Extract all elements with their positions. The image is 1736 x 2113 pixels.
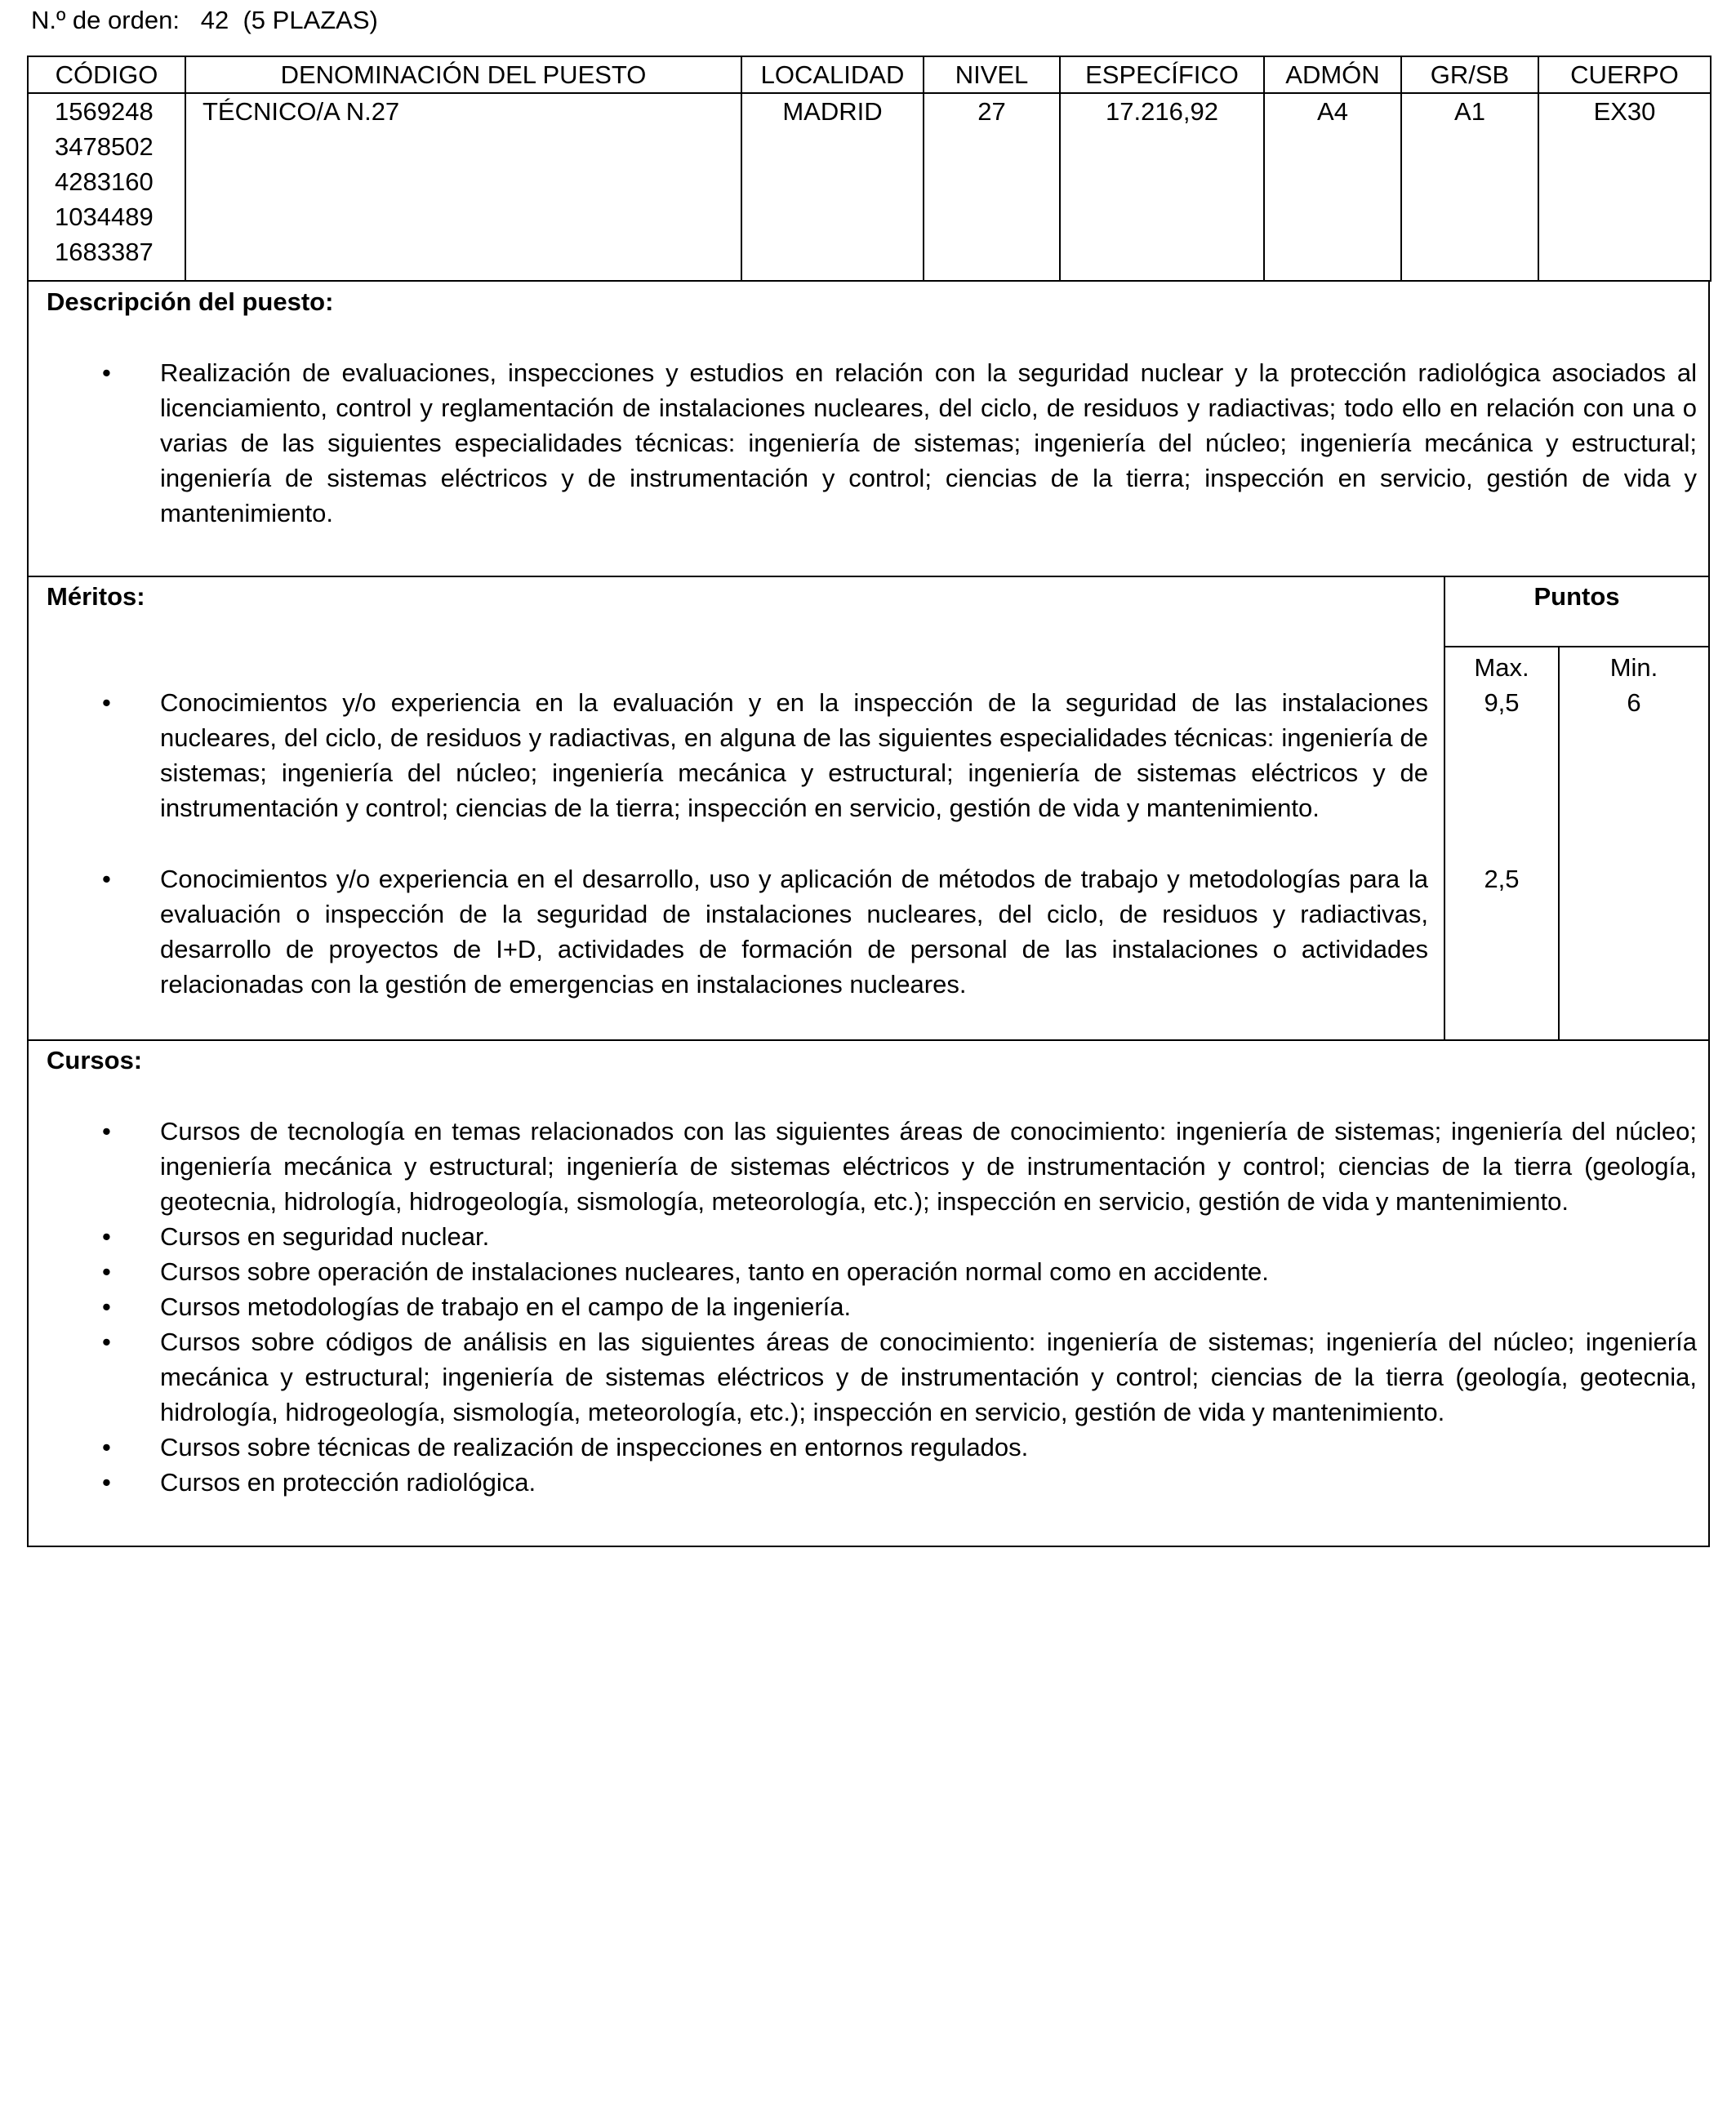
cell-grsb: A1 — [1401, 93, 1538, 281]
cell-codigos: 1569248 3478502 4283160 1034489 1683387 — [28, 93, 185, 281]
header-codigo: CÓDIGO — [28, 56, 185, 93]
description-title: Descripción del puesto: — [47, 287, 334, 316]
list-item — [29, 1289, 1697, 1324]
bullet-icon: • — [102, 1328, 111, 1356]
bullet-icon: • — [102, 865, 111, 893]
courses-title: Cursos: — [47, 1046, 143, 1074]
header-nivel: NIVEL — [924, 56, 1060, 93]
header-denominacion: DENOMINACIÓN DEL PUESTO — [185, 56, 741, 93]
order-number: N.º de orden: 42 (5 PLAZAS) — [31, 6, 378, 34]
merits-section — [27, 576, 1710, 1041]
description-text: Realización de evaluaciones, inspecciones y estudios en relación con la seguridad nuclear y la protección radiológica asociados al licenciamiento, control y reglamentación de instalaciones nucleares, del ciclo, de residuos y radiactivas; todo ello en relación con una o varias de las siguientes especialidades técnicas: ingeniería de sistemas; ingeniería del núcleo; ingeniería mecánica y estructural; ingeniería de sistemas eléctricos y de instrumentación y control; ciencias de la tierra; inspección en servicio, gestión de vida y mantenimiento. — [160, 358, 1697, 527]
cell-cuerpo: EX30 — [1538, 93, 1711, 281]
list-item — [29, 1430, 1697, 1465]
bullet-icon: • — [102, 1222, 111, 1251]
description-list — [29, 355, 1697, 531]
course-text: Cursos sobre técnicas de realización de inspecciones en entornos regulados. — [160, 1433, 1029, 1461]
courses-section — [27, 1039, 1710, 1547]
course-text: Cursos en protección radiológica. — [160, 1468, 536, 1497]
list-item — [29, 1324, 1697, 1430]
bullet-icon: • — [102, 1257, 111, 1286]
courses-list — [29, 1114, 1697, 1500]
cell-nivel: 27 — [924, 93, 1060, 281]
header-cuerpo: CUERPO — [1538, 56, 1711, 93]
course-text: Cursos sobre códigos de análisis en las siguientes áreas de conocimiento: ingeniería de sistemas; ingeniería del núcleo; ingeniería mecánica y estructural; ingeniería de sistemas eléctricos y de instrumentación y control; ciencias de la tierra (geología, geotecnia, hidrología, hidrogeología, sismología, meteorología, etc.); inspección en servicio, gestión de vida y mantenimiento. — [160, 1328, 1697, 1426]
bullet-icon: • — [102, 358, 111, 387]
merit-max-value: 2,5 — [1484, 865, 1520, 893]
header-grsb: GR/SB — [1401, 56, 1538, 93]
bullet-icon: • — [102, 1292, 111, 1321]
merit-text: Conocimientos y/o experiencia en la evaluación y en la inspección de la seguridad de las instalaciones nucleares, del ciclo, de residuos y radiactivas, en alguna de las siguientes especialidades técnicas: ingeniería de sistemas; ingeniería del núcleo; ingeniería mecánica y estructural; ingeniería de sistemas eléctricos y de instrumentación y control; ciencias de la tierra; inspección en servicio, gestión de vida y mantenimiento. — [160, 688, 1428, 822]
header-especifico: ESPECÍFICO — [1060, 56, 1264, 93]
list-item — [29, 1219, 1697, 1254]
position-table — [27, 56, 1712, 282]
course-text: Cursos sobre operación de instalaciones nucleares, tanto en operación normal como en accidente. — [160, 1257, 1269, 1286]
table-header-row — [28, 56, 1711, 93]
points-label: Puntos — [1533, 582, 1620, 611]
max-label: Max. — [1474, 653, 1529, 682]
bullet-icon: • — [102, 1433, 111, 1461]
list-item — [29, 861, 1428, 1002]
cell-localidad: MADRID — [741, 93, 924, 281]
list-item — [29, 1254, 1697, 1289]
bullet-icon: • — [102, 688, 111, 717]
cell-admon: A4 — [1264, 93, 1401, 281]
cell-especifico: 17.216,92 — [1060, 93, 1264, 281]
course-text: Cursos en seguridad nuclear. — [160, 1222, 490, 1251]
merit-max-value: 9,5 — [1484, 688, 1520, 717]
bullet-icon: • — [102, 1468, 111, 1497]
bullet-icon: • — [102, 1117, 111, 1145]
cell-denominacion: TÉCNICO/A N.27 — [185, 93, 741, 281]
course-text: Cursos de tecnología en temas relacionados con las siguientes áreas de conocimiento: ingeniería de sistemas; ingeniería del núcleo; ingeniería mecánica y estructural; ingeniería de sistemas eléctricos y de instrumentación y control; ciencias de la tierra (geología, geotecnia, hidrología, hidrogeología, sismología, meteorología, etc.); inspección en servicio, gestión de vida y mantenimiento. — [160, 1117, 1697, 1216]
merit-text: Conocimientos y/o experiencia en el desarrollo, uso y aplicación de métodos de trabajo y metodologías para la evaluación o inspección de la seguridad de instalaciones nucleares, del ciclo, de residuos y radiactivas, desarrollo de proyectos de I+D, actividades de formación de personal de las instalaciones o actividades relacionadas con la gestión de emergencias en instalaciones nucleares. — [160, 865, 1428, 999]
list-item — [29, 355, 1697, 531]
points-header-divider — [1444, 646, 1708, 647]
header-admon: ADMÓN — [1264, 56, 1401, 93]
header-localidad: LOCALIDAD — [741, 56, 924, 93]
merits-list — [29, 685, 1428, 825]
course-text: Cursos metodologías de trabajo en el campo de la ingeniería. — [160, 1292, 852, 1321]
list-item — [29, 685, 1428, 825]
merits-list — [29, 861, 1428, 1002]
merit-min-value: 6 — [1627, 688, 1641, 717]
list-item — [29, 1465, 1697, 1500]
description-section — [27, 281, 1710, 577]
merits-title: Méritos: — [47, 582, 145, 611]
list-item — [29, 1114, 1697, 1219]
min-label: Min. — [1609, 653, 1658, 682]
table-row — [28, 93, 1711, 281]
